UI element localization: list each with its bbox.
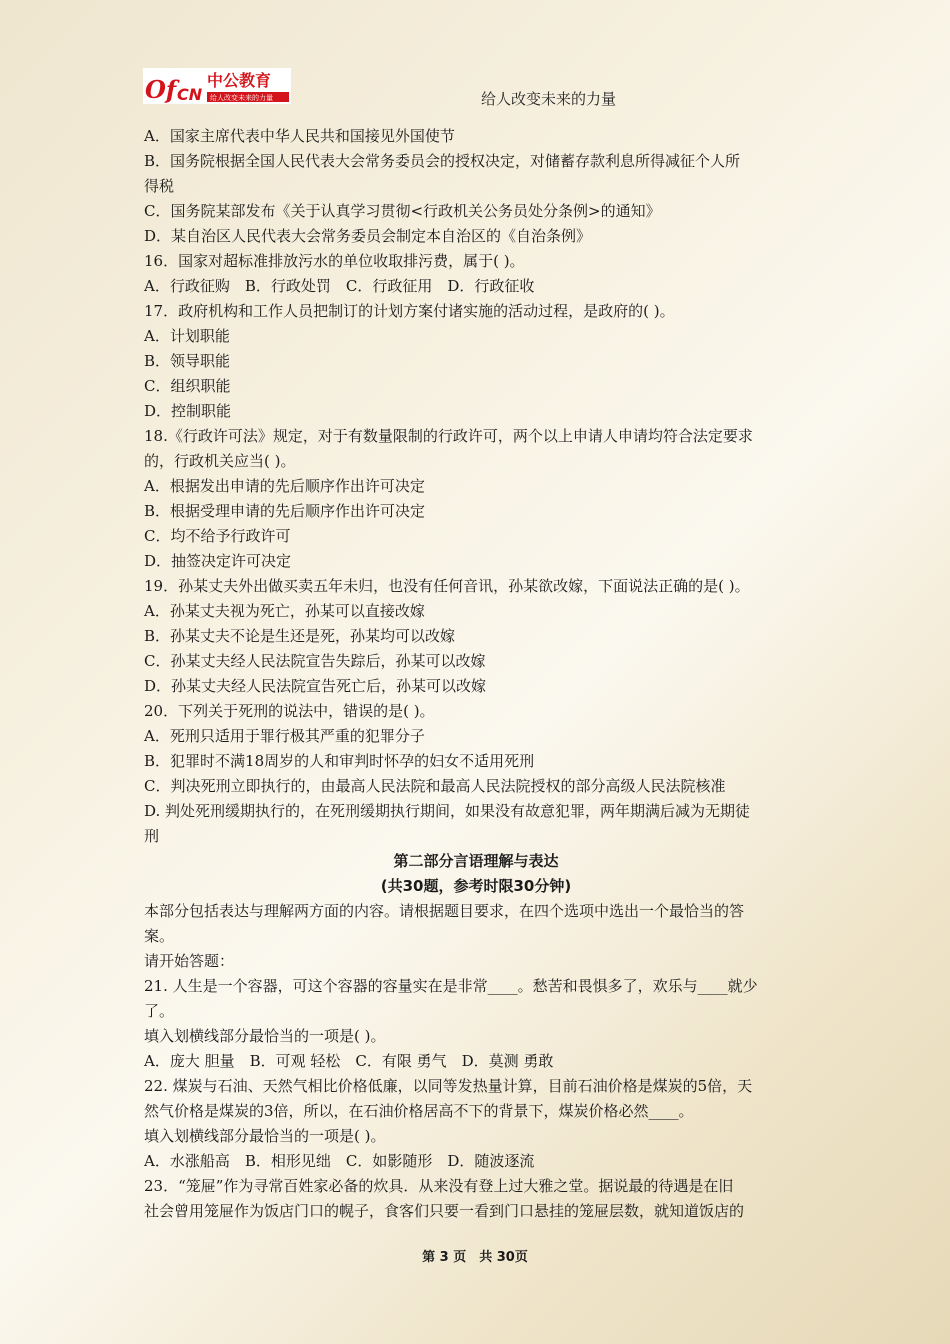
text-line: 17．政府机构和工作人员把制订的计划方案付诸实施的活动过程，是政府的( )。 bbox=[144, 302, 675, 320]
text-line: 23．“笼屉”作为寻常百姓家必备的炊具．从来没有登上过大雅之堂。据说最的待遇是在旧 bbox=[144, 1177, 734, 1195]
text-line: D. 判处死刑缓期执行的，在死刑缓期执行期间，如果没有故意犯罪，两年期满后减为无期徒 bbox=[144, 802, 751, 820]
text-line: 22. 煤炭与石油、天然气相比价格低廉，以同等发热量计算，目前石油价格是煤炭的5倍，天 bbox=[144, 1077, 753, 1095]
text-line: A．计划职能 bbox=[144, 327, 230, 345]
text-line: 刑 bbox=[144, 827, 160, 845]
text-line: C．组织职能 bbox=[144, 377, 231, 395]
page-footer: 第 3 页 共 30页 bbox=[422, 1250, 528, 1265]
text-line: D．孙某丈夫经人民法院宣告死亡后，孙某可以改嫁 bbox=[144, 677, 487, 695]
text-line: C．判决死刑立即执行的，由最高人民法院和最高人民法院授权的部分高级人民法院核准 bbox=[144, 777, 726, 795]
svg-text:中公教育: 中公教育 bbox=[207, 71, 272, 90]
text-line: A．国家主席代表中华人民共和国接见外国使节 bbox=[144, 127, 455, 145]
section-subtitle: (共30题，参考时限30分钟) bbox=[380, 877, 572, 895]
header-slogan: 给人改变未来的力量 bbox=[481, 90, 617, 108]
text-line: A．行政征购 B．行政处罚 C．行政征用 D．行政征收 bbox=[144, 277, 535, 295]
text-line: 了。 bbox=[144, 1002, 175, 1020]
text-line: 本部分包括表达与理解两方面的内容。请根据题目要求，在四个选项中选出一个最恰当的答 bbox=[144, 902, 745, 920]
text-line: 然气价格是煤炭的3倍，所以，在石油价格居高不下的背景下，煤炭价格必然____。 bbox=[144, 1102, 694, 1120]
offcn-logo bbox=[143, 68, 291, 104]
text-line: 请开始答题： bbox=[144, 952, 235, 970]
text-line: A．根据发出申请的先后顺序作出许可决定 bbox=[144, 477, 425, 495]
text-line: C．均不给予行政许可 bbox=[144, 527, 291, 545]
page-header bbox=[143, 68, 813, 110]
text-line: 案。 bbox=[144, 927, 175, 945]
text-line: 填入划横线部分最恰当的一项是( )。 bbox=[144, 1027, 386, 1045]
text-line: 得税 bbox=[144, 177, 175, 195]
text-line: A．庞大 胆量 B．可观 轻松 C．有限 勇气 D．莫测 勇敢 bbox=[144, 1052, 554, 1070]
text-line: 社会曾用笼屉作为饭店门口的幌子，食客们只要一看到门口悬挂的笼屉层数，就知道饭店的 bbox=[144, 1202, 745, 1220]
text-line: B．犯罪时不满18周岁的人和审判时怀孕的妇女不适用死刑 bbox=[144, 752, 535, 770]
svg-text:Of: Of bbox=[145, 75, 177, 104]
text-line: 19．孙某丈夫外出做买卖五年未归，也没有任何音讯，孙某欲改嫁，下面说法正确的是( )。 bbox=[144, 577, 750, 595]
section-title: 第二部分言语理解与表达 bbox=[393, 852, 559, 870]
text-line: B．孙某丈夫不论是生还是死，孙某均可以改嫁 bbox=[144, 627, 456, 645]
text-line: A．水涨船高 B．相形见绌 C．如影随形 D．随波逐流 bbox=[144, 1152, 535, 1170]
text-line: 填入划横线部分最恰当的一项是( )。 bbox=[144, 1127, 386, 1145]
text-line: A．死刑只适用于罪行极其严重的犯罪分子 bbox=[144, 727, 425, 745]
text-line: 18.《行政许可法》规定，对于有数量限制的行政许可，两个以上申请人申请均符合法定要求 bbox=[144, 427, 753, 445]
text-line: C．国务院某部发布《关于认真学习贯彻<行政机关公务员处分条例>的通知》 bbox=[144, 202, 661, 220]
text-line: C．孙某丈夫经人民法院宣告失踪后，孙某可以改嫁 bbox=[144, 652, 486, 670]
text-line: 的，行政机关应当( )。 bbox=[144, 452, 296, 470]
svg-text:CN: CN bbox=[177, 85, 203, 104]
document-body bbox=[144, 124, 808, 1224]
text-line: D．某自治区人民代表大会常务委员会制定本自治区的《自治条例》 bbox=[144, 227, 592, 245]
svg-text:给人改变未来的力量: 给人改变未来的力量 bbox=[210, 94, 273, 102]
text-line: A．孙某丈夫视为死亡，孙某可以直接改嫁 bbox=[144, 602, 425, 620]
text-line: D．抽签决定许可决定 bbox=[144, 552, 292, 570]
text-line: B．根据受理申请的先后顺序作出许可决定 bbox=[144, 502, 426, 520]
text-line: B．国务院根据全国人民代表大会常务委员会的授权决定，对储蓄存款利息所得减征个人所 bbox=[144, 152, 741, 170]
text-line: D．控制职能 bbox=[144, 402, 232, 420]
text-line: B．领导职能 bbox=[144, 352, 231, 370]
text-line: 21. 人生是一个容器，可这个容器的容量实在是非常____。愁苦和畏惧多了，欢乐与____就少 bbox=[144, 977, 758, 995]
text-line: 20．下列关于死刑的说法中，错误的是( )。 bbox=[144, 702, 435, 720]
text-line: 16．国家对超标准排放污水的单位收取排污费，属于( )。 bbox=[144, 252, 525, 270]
